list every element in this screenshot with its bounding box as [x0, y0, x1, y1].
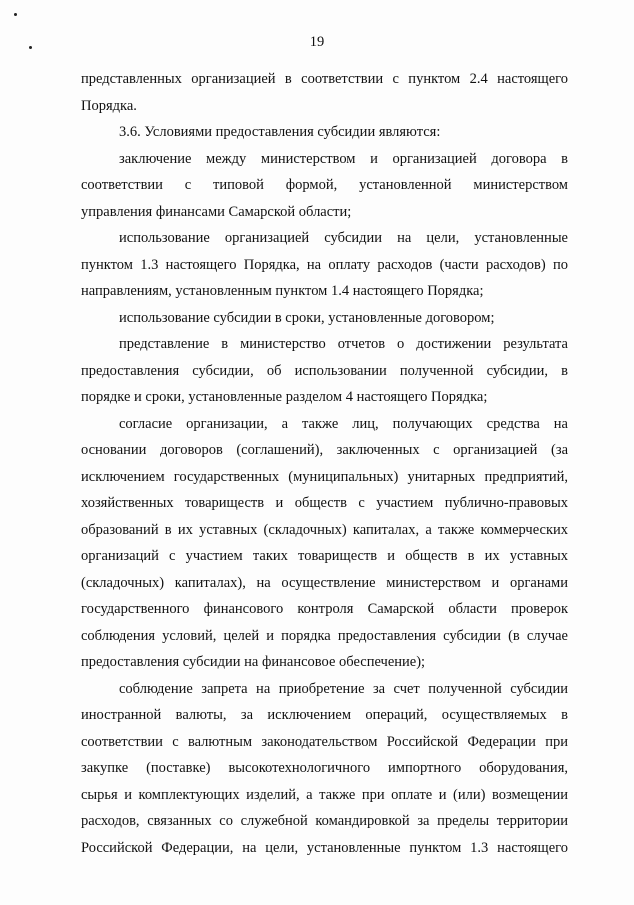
document-body	[81, 66, 568, 861]
text-line: 3.6. Условиями предоставления субсидии являются:	[119, 124, 441, 140]
text-line: Российской Федерации, на цели, установленные пунктом 1.3 настоящего	[81, 839, 568, 856]
text-line: управления финансами Самарской области;	[81, 203, 352, 220]
text-line: образований в их уставных (складочных) капиталах, а также коммерческих	[81, 521, 568, 538]
text-line: иностранной валюты, за исключением операций, осуществляемых в	[81, 707, 568, 723]
text-line: представленных организацией в соответствии с пунктом 2.4 настоящего	[81, 71, 568, 87]
text-line: соблюдения условий, целей и порядка предоставления субсидии (в случае	[81, 627, 568, 644]
text-line: основании договоров (соглашений), заключенных с организацией (за	[81, 442, 568, 458]
text-line: сырья и комплектующих изделий, а также при оплате и (или) возмещении	[81, 786, 568, 803]
text-line: государственного финансового контроля Самарской области проверок	[81, 601, 568, 617]
text-line: заключение между министерством и организацией договора в	[119, 150, 568, 167]
text-line: соблюдение запрета на приобретение за счет полученной субсидии	[119, 680, 568, 697]
text-line: использование организацией субсидии на цели, установленные	[119, 230, 568, 246]
text-line: направлениям, установленным пунктом 1.4 настоящего Порядка;	[81, 283, 484, 299]
text-line: хозяйственных товариществ и обществ с участием публично-правовых	[81, 495, 568, 511]
text-line: расходов, связанных со служебной командировкой за пределы территории	[81, 813, 568, 829]
text-line: организаций с участием таких товариществ и обществ в их уставных	[81, 548, 568, 564]
page-number: 19	[309, 34, 325, 50]
text-line: пунктом 1.3 настоящего Порядка, на оплату расходов (части расходов) по	[81, 256, 568, 273]
text-line: соответствии с типовой формой, установленной министерством	[81, 177, 568, 193]
text-line: закупке (поставке) высокотехнологичного импортного оборудования,	[81, 760, 568, 776]
text-line: использование субсидии в сроки, установленные договором;	[119, 309, 495, 326]
text-line: согласие организации, а также лиц, получающих средства на	[119, 415, 568, 432]
text-line: исключением государственных (муниципальных) унитарных предприятий,	[81, 468, 568, 485]
text-line: соответствии с валютным законодательством Российской Федерации при	[81, 733, 568, 750]
text-line: (складочных) капиталах), на осуществление министерством и органами	[81, 574, 568, 591]
scan-artifact-dot	[14, 13, 17, 16]
text-line: предоставления субсидии, об использовании полученной субсидии, в	[81, 362, 568, 379]
text-line: порядке и сроки, установленные разделом 4 настоящего Порядка;	[81, 389, 488, 405]
text-line: представление в министерство отчетов о достижении результата	[119, 336, 568, 352]
text-line: Порядка.	[81, 97, 137, 114]
text-line: предоставления субсидии на финансовое обеспечение);	[81, 654, 426, 670]
